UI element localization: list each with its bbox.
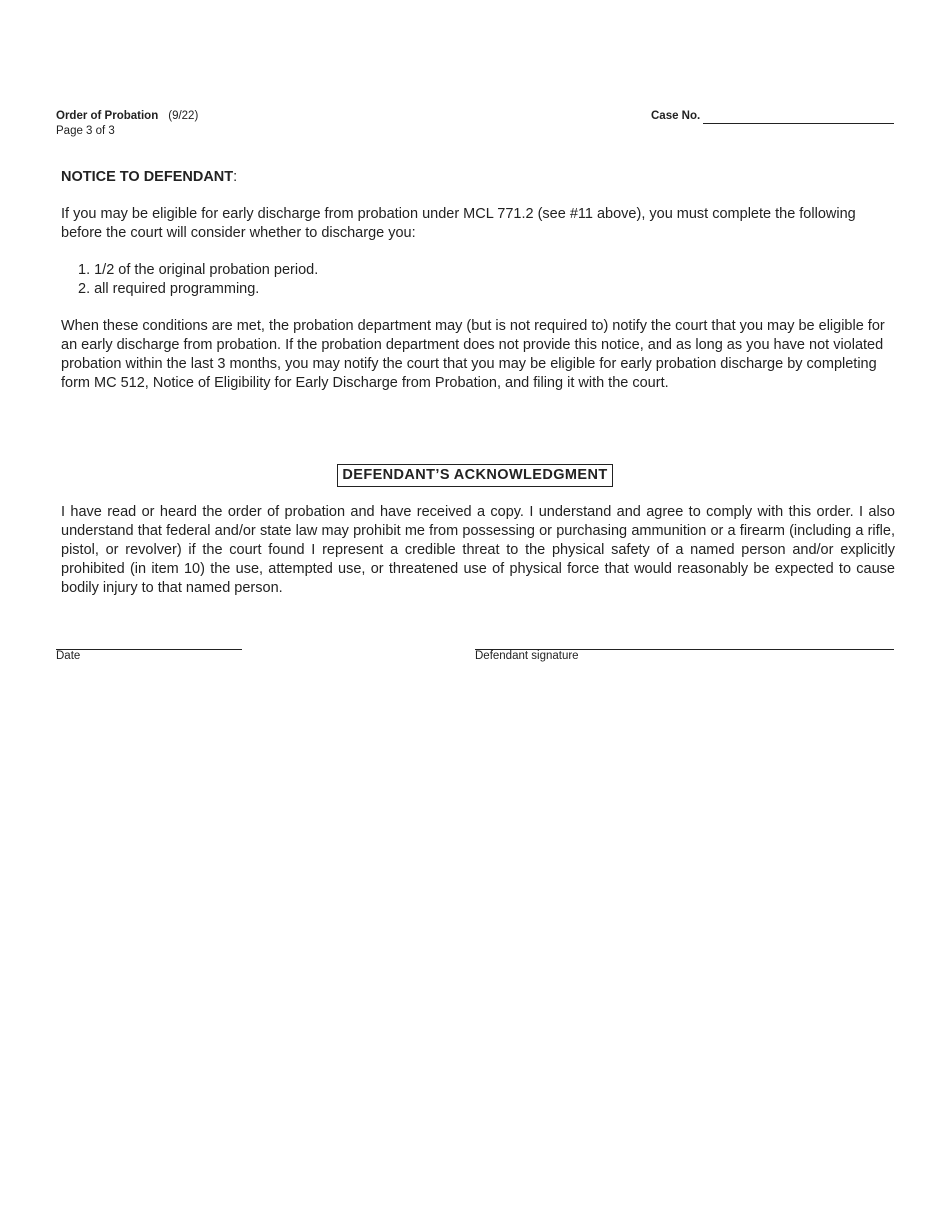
- notice-heading-colon: :: [233, 169, 238, 185]
- notice-heading-text: NOTICE TO DEFENDANT: [61, 169, 234, 185]
- defendant-signature-label: Defendant signature: [475, 650, 579, 662]
- date-label: Date: [56, 650, 81, 662]
- page-indicator: Page 3 of 3: [56, 125, 115, 137]
- acknowledgment-heading-wrap: [0, 464, 950, 487]
- date-signature-line[interactable]: [56, 649, 242, 650]
- notice-paragraph-conditions: When these conditions are met, the probation department may (but is not required to) notify the court that you may be eligible for an early discharge from probation. If the probation department does not provide this notice, and as long as you have not violated probation within the last 3 months, you may notify the court that you may be eligible for early probation discharge by completing form MC 512, Notice of Eligibility for Early Discharge from Probation, and filing it with the court.: [61, 318, 885, 391]
- acknowledgment-heading: DEFENDANT’S ACKNOWLEDGMENT: [337, 464, 612, 487]
- requirements-list: [61, 261, 895, 299]
- case-number-label: Case No.: [651, 110, 701, 122]
- form-revision: (9/22): [168, 110, 199, 122]
- form-title: Order of Probation: [56, 110, 159, 122]
- notice-paragraph-eligibility: If you may be eligible for early discharge from probation under MCL 771.2 (see #11 above), you must complete the following before the court will consider whether to discharge you:: [61, 206, 856, 241]
- acknowledgment-paragraph: I have read or heard the order of probation and have received a copy. I understand and agree to comply with this order. I also understand that federal and/or state law may prohibit me from possessing or purchasing ammunition or a firearm (including a rifle, pistol, or revolver) if the court found I represent a credible threat to the physical safety of a named person and/or explicitly prohibited (in item 10) the use, attempted use, or threatened use of physical force that would reasonably be expected to cause bodily injury to that named person.: [61, 504, 895, 596]
- case-number-field: [651, 109, 894, 124]
- form-header: [56, 109, 198, 139]
- list-item: 1. 1/2 of the original probation period.: [78, 262, 319, 278]
- list-item: 2. all required programming.: [78, 281, 260, 297]
- notice-heading: [61, 168, 895, 187]
- case-number-input-line[interactable]: [703, 111, 894, 124]
